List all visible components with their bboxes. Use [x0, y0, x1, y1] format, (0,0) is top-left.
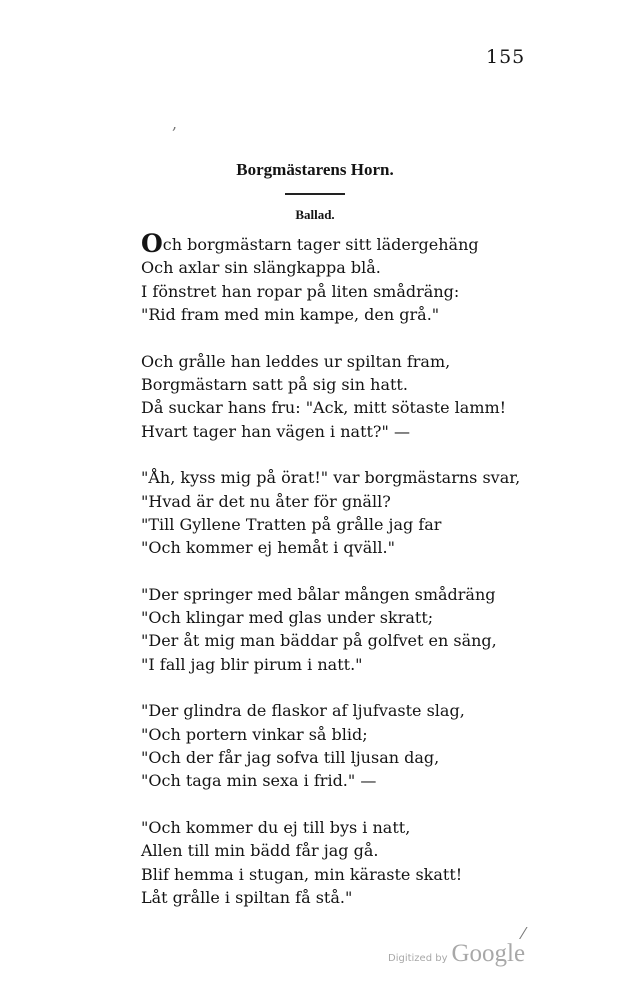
poem-line: "Der åt mig man bäddar på golfvet en säng,: [141, 631, 497, 651]
poem-line: "Och kommer du ej till bys i natt,: [141, 817, 411, 837]
poem-line: Allen till min bädd får jag gå.: [141, 841, 379, 861]
poem-line: Och borgmästarn tager sitt lädergehäng: [141, 229, 479, 258]
poem-line: Då suckar hans fru: "Ack, mitt sötaste lamm!: [141, 398, 507, 418]
poem-line: "Åh, kyss mig på örat!" var borgmästarns svar,: [141, 468, 521, 488]
poem-line: "Till Gyllene Tratten på grålle jag far: [141, 514, 442, 534]
digitized-watermark: [388, 940, 525, 968]
poem-body: [141, 229, 541, 909]
poem-line: Och axlar sin slängkappa blå.: [141, 258, 381, 278]
digitized-label: Digitized by: [388, 953, 448, 964]
poem-line: "Rid fram med min kampe, den grå.": [141, 305, 440, 325]
poem-line: "Och portern vinkar så blid;: [141, 724, 368, 744]
title-divider: [285, 193, 345, 195]
drop-cap: O: [141, 229, 163, 258]
poem-line: "Der glindra de flaskor af ljufvaste slag,: [141, 701, 465, 721]
stray-mark: ⁄: [522, 924, 525, 943]
poem-line: "Der springer med bålar mången smådräng: [141, 584, 496, 604]
poem-line: Och grålle han leddes ur spiltan fram,: [141, 351, 451, 371]
poem-line: "I fall jag blir pirum i natt.": [141, 654, 363, 674]
poem-line: "Och kommer ej hemåt i qväll.": [141, 538, 395, 558]
poem-line: Borgmästarn satt på sig sin hatt.: [141, 374, 408, 394]
poem-title: Borgmästarens Horn.: [236, 160, 394, 179]
poem-line: Låt grålle i spiltan få stå.": [141, 887, 353, 907]
stanza: [141, 816, 541, 910]
poem-line: Blif hemma i stugan, min käraste skatt!: [141, 864, 463, 884]
stanza: [141, 350, 541, 444]
poem-line: I fönstret han ropar på liten smådräng:: [141, 281, 460, 301]
google-logo: Google: [451, 940, 526, 967]
stanza: [141, 466, 541, 560]
stray-mark: ,: [172, 114, 178, 133]
poem-line: "Och klingar med glas under skratt;: [141, 608, 434, 628]
stanza: [141, 229, 541, 327]
stanza: [141, 583, 541, 677]
poem-subtitle: Ballad.: [295, 207, 335, 222]
poem-line: "Hvad är det nu åter för gnäll?: [141, 491, 391, 511]
poem-line: "Och taga min sexa i frid." —: [141, 771, 377, 791]
page-number: 155: [486, 46, 526, 68]
stanza: [141, 699, 541, 793]
poem-line: Hvart tager han vägen i natt?" —: [141, 421, 410, 441]
poem-line: "Och der får jag sofva till ljusan dag,: [141, 748, 440, 768]
